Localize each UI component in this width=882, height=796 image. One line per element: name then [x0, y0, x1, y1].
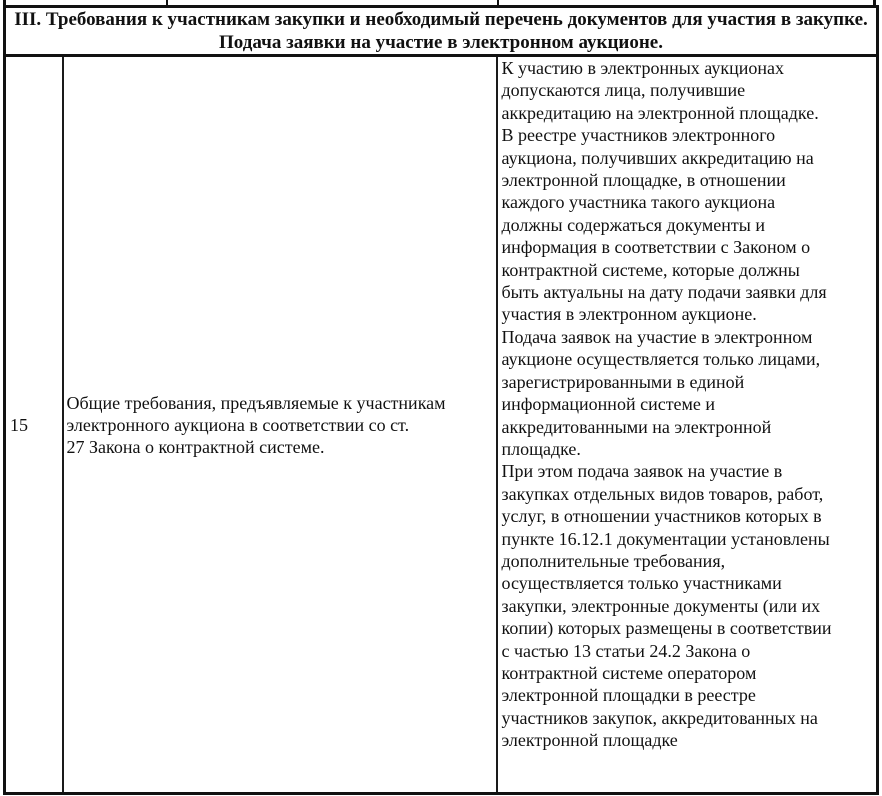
description-line: площадке. [501, 438, 581, 459]
description-line: аккредитованными на электронной [501, 416, 772, 437]
description-line: дополнительные требования, [501, 550, 726, 571]
requirement-name-line: 27 Закона о контрактной системе. [66, 436, 325, 457]
description-line: аукциона, получивших аккредитацию на [501, 147, 814, 168]
description-line: участия в электронном аукционе. [501, 304, 757, 325]
description-line: допускаются лица, получившие [501, 80, 746, 101]
description-line: быть актуальны на дату подачи заявки для [501, 282, 827, 303]
description-line: услуг, в отношении участников которых в [501, 506, 822, 527]
description-line: информация в соответствии с Законом о [501, 237, 811, 258]
description-line: При этом подача заявок на участие в [501, 461, 783, 482]
description-line: аукционе осуществляется только лицами, [501, 349, 821, 370]
row-number: 15 [5, 56, 63, 794]
section-title-line: Подача заявки на участие в электронном аукционе. [219, 32, 663, 53]
requirement-name [63, 56, 497, 794]
section-title [5, 7, 878, 56]
requirements-table [3, 5, 879, 795]
description-line: закупки, электронные документы (или их [501, 595, 821, 616]
description-line: Подача заявок на участие в электронном [501, 326, 813, 347]
description-line: зарегистрированными в единой [501, 371, 745, 392]
description-line: аккредитацию на электронной площадке. [501, 102, 819, 123]
section-header-row [5, 7, 878, 56]
description-line: электронной площадке [501, 730, 678, 751]
description-line: осуществляется только участниками [501, 573, 782, 594]
description-line: К участию в электронных аукционах [501, 58, 785, 78]
table-row [5, 56, 878, 794]
description-line: с частью 13 статьи 24.2 Закона о [501, 640, 751, 661]
description-line: участников закупок, аккредитованных на [501, 707, 818, 728]
requirement-name-line: электронного аукциона в соответствии со ст. [66, 414, 410, 435]
description-line: пункте 16.12.1 документации установлены [501, 528, 830, 549]
requirement-name-line: Общие требования, предъявляемые к участникам [66, 392, 446, 413]
description-line: информационной системе и [501, 394, 716, 415]
requirement-description [497, 56, 878, 794]
section-title-line: III. Требования к участникам закупки и необходимый перечень документов для участия в закупке. [14, 9, 868, 30]
description-line: контрактной системе оператором [501, 662, 757, 683]
description-line: электронной площадке, в отношении [501, 170, 786, 191]
description-line: электронной площадки в реестре [501, 685, 756, 706]
description-line: контрактной системе, которые должны [501, 259, 800, 280]
description-line: должны содержаться документы и [501, 214, 766, 235]
description-line: В реестре участников электронного [501, 125, 776, 146]
description-line: закупках отдельных видов товаров, работ, [501, 483, 824, 504]
description-line: каждого участника такого аукциона [501, 192, 776, 213]
description-line: копии) которых размещены в соответствии [501, 618, 832, 639]
